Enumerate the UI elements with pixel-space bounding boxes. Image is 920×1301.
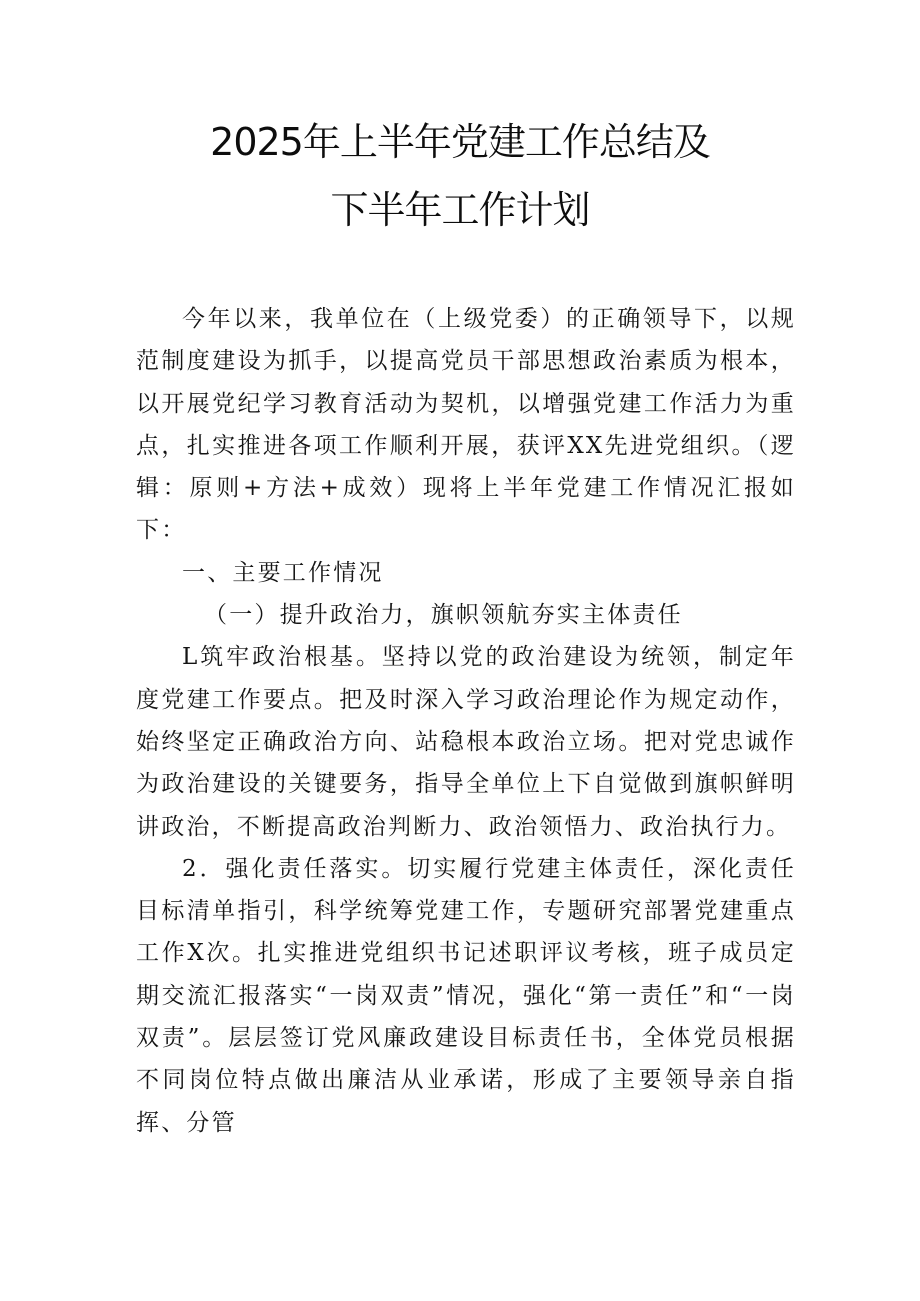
item-paragraph-2: 2．强化责任落实。切实履行党建主体责任，深化责任目标清单指引，科学统筹党建工作，专题研究部署党建重点工作X次。扎实推进党组织书记述职评议考核，班子成员定期交流汇报落实“一岗双责”情况，强化“第一责任”和“一岗双责”。层层签订党风廉政建设目标责任书，全体党员根据不同岗位特点做出廉洁从业承诺，形成了主要领导亲自指挥、分管 bbox=[136, 855, 796, 1136]
item-paragraph-1: L筑牢政治根基。坚持以党的政治建设为统领，制定年度党建工作要点。把及时深入学习政治理论作为规定动作，始终坚定正确政治方向、站稳根本政治立场。把对党忠诚作为政治建设的关键要务，指导全单位上下自觉做到旗帜鲜明讲政治，不断提高政治判断力、政治领悟力、政治执行力。 bbox=[136, 644, 796, 840]
subsection-heading: （一）提升政治力，旗帜领航夯实主体责任 bbox=[204, 602, 683, 629]
section-heading: 一、主要工作情况 bbox=[182, 559, 384, 586]
document-title-line-2: 下半年工作计划 bbox=[330, 188, 590, 232]
intro-paragraph: 今年以来，我单位在（上级党委）的正确领导下，以规范制度建设为抓手，以提高党员干部思想政治素质为根本，以开展党纪学习教育活动为契机，以增强党建工作活力为重点，扎实推进各项工作顺利开展，获评XX先进党组织。（逻辑：原则+方法+成效）现将上半年党建工作情况汇报如下： bbox=[136, 306, 796, 544]
document-title-line-1: 2025年上半年党建工作总结及 bbox=[210, 120, 710, 164]
document-body bbox=[136, 298, 796, 1144]
